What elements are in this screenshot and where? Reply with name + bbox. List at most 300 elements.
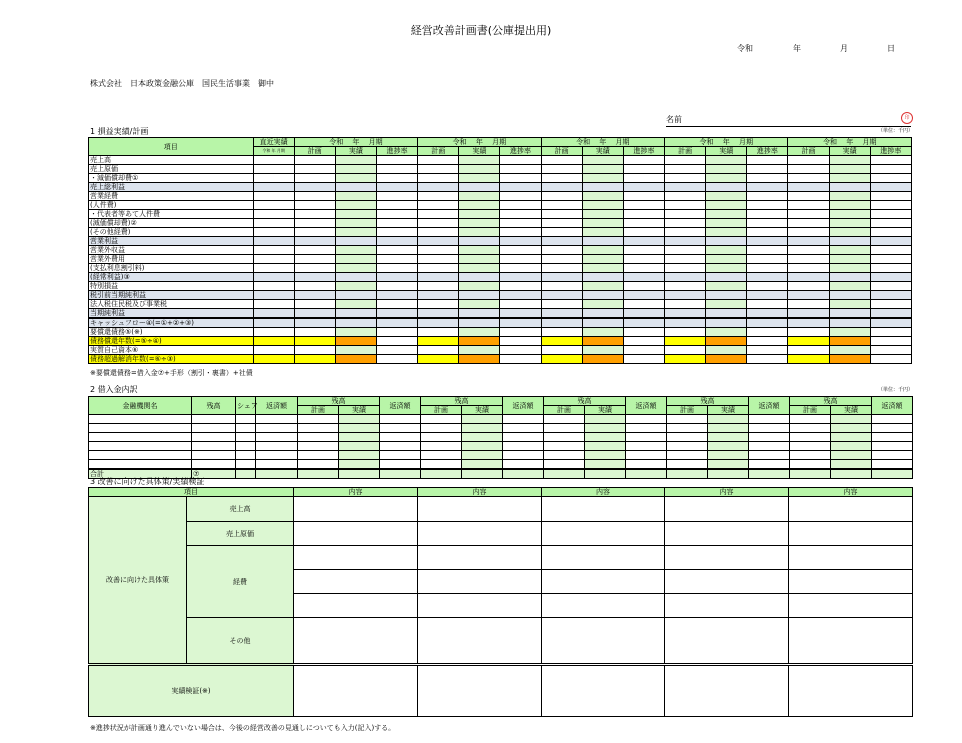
content-cell[interactable] xyxy=(294,522,418,546)
recent-cell[interactable] xyxy=(253,219,294,228)
plan-cell[interactable] xyxy=(294,328,335,337)
actual-cell[interactable] xyxy=(706,174,747,183)
progress-cell[interactable] xyxy=(747,183,788,192)
plan-cell[interactable] xyxy=(541,228,582,237)
plan-cell[interactable] xyxy=(665,210,706,219)
actual-cell[interactable] xyxy=(335,328,376,337)
progress-cell[interactable] xyxy=(500,337,541,346)
plan-cell[interactable] xyxy=(790,442,831,451)
actual-cell[interactable] xyxy=(335,273,376,282)
content-cell[interactable] xyxy=(294,618,418,665)
loan-cell[interactable] xyxy=(89,460,192,469)
recent-cell[interactable] xyxy=(253,201,294,210)
plan-cell[interactable] xyxy=(541,273,582,282)
progress-cell[interactable] xyxy=(500,355,541,364)
progress-cell[interactable] xyxy=(870,337,911,346)
progress-cell[interactable] xyxy=(747,291,788,300)
plan-cell[interactable] xyxy=(418,328,459,337)
progress-cell[interactable] xyxy=(500,210,541,219)
recent-cell[interactable] xyxy=(253,174,294,183)
loan-cell[interactable] xyxy=(236,451,256,460)
content-cell[interactable] xyxy=(542,594,665,618)
plan-cell[interactable] xyxy=(294,255,335,264)
actual-cell[interactable] xyxy=(829,165,870,174)
actual-cell[interactable] xyxy=(459,219,500,228)
actual-cell[interactable] xyxy=(706,346,747,355)
actual-cell[interactable] xyxy=(829,183,870,192)
progress-cell[interactable] xyxy=(377,300,418,309)
plan-cell[interactable] xyxy=(418,255,459,264)
plan-cell[interactable] xyxy=(418,282,459,291)
content-cell[interactable] xyxy=(294,546,418,570)
actual-cell[interactable] xyxy=(829,219,870,228)
recent-cell[interactable] xyxy=(253,318,294,328)
progress-cell[interactable] xyxy=(500,291,541,300)
loan-cell[interactable] xyxy=(192,415,236,424)
plan-cell[interactable] xyxy=(790,424,831,433)
actual-cell[interactable] xyxy=(706,192,747,201)
plan-cell[interactable] xyxy=(294,309,335,319)
content-cell[interactable] xyxy=(294,570,418,594)
plan-cell[interactable] xyxy=(418,273,459,282)
plan-cell[interactable] xyxy=(421,442,462,451)
actual-cell[interactable] xyxy=(829,300,870,309)
plan-cell[interactable] xyxy=(541,156,582,165)
actual-cell[interactable] xyxy=(582,246,623,255)
plan-cell[interactable] xyxy=(788,165,829,174)
repay-cell[interactable] xyxy=(380,433,421,442)
progress-cell[interactable] xyxy=(747,219,788,228)
actual-cell[interactable] xyxy=(831,451,872,460)
plan-cell[interactable] xyxy=(541,165,582,174)
progress-cell[interactable] xyxy=(623,291,664,300)
plan-cell[interactable] xyxy=(418,174,459,183)
actual-cell[interactable] xyxy=(706,183,747,192)
actual-cell[interactable] xyxy=(459,300,500,309)
progress-cell[interactable] xyxy=(500,300,541,309)
repay-cell[interactable] xyxy=(872,433,913,442)
actual-cell[interactable] xyxy=(335,237,376,246)
actual-cell[interactable] xyxy=(706,309,747,319)
actual-cell[interactable] xyxy=(582,201,623,210)
repay-cell[interactable] xyxy=(626,451,667,460)
recent-cell[interactable] xyxy=(253,264,294,273)
actual-cell[interactable] xyxy=(582,192,623,201)
progress-cell[interactable] xyxy=(747,255,788,264)
actual-cell[interactable] xyxy=(582,291,623,300)
actual-cell[interactable] xyxy=(459,156,500,165)
plan-cell[interactable] xyxy=(294,346,335,355)
plan-cell[interactable] xyxy=(418,237,459,246)
plan-cell[interactable] xyxy=(294,300,335,309)
actual-cell[interactable] xyxy=(706,165,747,174)
actual-cell[interactable] xyxy=(829,291,870,300)
progress-cell[interactable] xyxy=(623,156,664,165)
actual-cell[interactable] xyxy=(829,309,870,319)
actual-cell[interactable] xyxy=(706,255,747,264)
plan-cell[interactable] xyxy=(418,337,459,346)
progress-cell[interactable] xyxy=(377,237,418,246)
progress-cell[interactable] xyxy=(747,355,788,364)
progress-cell[interactable] xyxy=(747,337,788,346)
progress-cell[interactable] xyxy=(623,318,664,328)
actual-cell[interactable] xyxy=(585,460,626,469)
plan-cell[interactable] xyxy=(541,309,582,319)
loan-cell[interactable] xyxy=(256,460,298,469)
plan-cell[interactable] xyxy=(541,192,582,201)
loan-cell[interactable] xyxy=(256,424,298,433)
actual-cell[interactable] xyxy=(708,442,749,451)
progress-cell[interactable] xyxy=(377,264,418,273)
actual-cell[interactable] xyxy=(335,174,376,183)
progress-cell[interactable] xyxy=(623,174,664,183)
actual-cell[interactable] xyxy=(459,355,500,364)
recent-cell[interactable] xyxy=(253,210,294,219)
plan-cell[interactable] xyxy=(418,192,459,201)
actual-cell[interactable] xyxy=(708,433,749,442)
recent-cell[interactable] xyxy=(253,337,294,346)
actual-cell[interactable] xyxy=(459,328,500,337)
repay-cell[interactable] xyxy=(380,415,421,424)
actual-cell[interactable] xyxy=(339,415,380,424)
plan-cell[interactable] xyxy=(541,318,582,328)
progress-cell[interactable] xyxy=(747,165,788,174)
verify-cell[interactable] xyxy=(418,665,542,717)
progress-cell[interactable] xyxy=(747,228,788,237)
actual-cell[interactable] xyxy=(829,156,870,165)
progress-cell[interactable] xyxy=(500,346,541,355)
plan-cell[interactable] xyxy=(788,201,829,210)
actual-cell[interactable] xyxy=(829,210,870,219)
plan-cell[interactable] xyxy=(665,183,706,192)
content-cell[interactable] xyxy=(789,570,913,594)
progress-cell[interactable] xyxy=(623,346,664,355)
plan-cell[interactable] xyxy=(294,165,335,174)
plan-cell[interactable] xyxy=(418,210,459,219)
progress-cell[interactable] xyxy=(500,328,541,337)
repay-cell[interactable] xyxy=(872,460,913,469)
plan-cell[interactable] xyxy=(788,192,829,201)
progress-cell[interactable] xyxy=(500,282,541,291)
actual-cell[interactable] xyxy=(339,433,380,442)
progress-cell[interactable] xyxy=(623,165,664,174)
progress-cell[interactable] xyxy=(500,165,541,174)
plan-cell[interactable] xyxy=(544,460,585,469)
loan-cell[interactable] xyxy=(236,442,256,451)
actual-cell[interactable] xyxy=(459,165,500,174)
plan-cell[interactable] xyxy=(541,282,582,291)
progress-cell[interactable] xyxy=(377,273,418,282)
plan-cell[interactable] xyxy=(418,264,459,273)
repay-cell[interactable] xyxy=(503,415,544,424)
loan-cell[interactable] xyxy=(89,424,192,433)
progress-cell[interactable] xyxy=(747,300,788,309)
progress-cell[interactable] xyxy=(870,264,911,273)
progress-cell[interactable] xyxy=(870,228,911,237)
actual-cell[interactable] xyxy=(339,451,380,460)
actual-cell[interactable] xyxy=(335,300,376,309)
content-cell[interactable] xyxy=(542,522,665,546)
actual-cell[interactable] xyxy=(459,273,500,282)
actual-cell[interactable] xyxy=(831,415,872,424)
actual-cell[interactable] xyxy=(706,291,747,300)
plan-cell[interactable] xyxy=(418,228,459,237)
actual-cell[interactable] xyxy=(582,228,623,237)
plan-cell[interactable] xyxy=(541,255,582,264)
plan-cell[interactable] xyxy=(294,246,335,255)
content-cell[interactable] xyxy=(418,522,542,546)
progress-cell[interactable] xyxy=(747,192,788,201)
actual-cell[interactable] xyxy=(459,337,500,346)
plan-cell[interactable] xyxy=(788,237,829,246)
actual-cell[interactable] xyxy=(708,451,749,460)
recent-cell[interactable] xyxy=(253,282,294,291)
actual-cell[interactable] xyxy=(335,219,376,228)
plan-cell[interactable] xyxy=(667,442,708,451)
plan-cell[interactable] xyxy=(294,264,335,273)
plan-cell[interactable] xyxy=(665,219,706,228)
progress-cell[interactable] xyxy=(500,183,541,192)
loan-cell[interactable] xyxy=(192,433,236,442)
actual-cell[interactable] xyxy=(335,228,376,237)
actual-cell[interactable] xyxy=(585,442,626,451)
plan-cell[interactable] xyxy=(665,165,706,174)
loan-cell[interactable] xyxy=(256,451,298,460)
content-cell[interactable] xyxy=(665,546,789,570)
plan-cell[interactable] xyxy=(541,355,582,364)
actual-cell[interactable] xyxy=(706,228,747,237)
recent-cell[interactable] xyxy=(253,355,294,364)
progress-cell[interactable] xyxy=(500,201,541,210)
progress-cell[interactable] xyxy=(500,246,541,255)
progress-cell[interactable] xyxy=(500,273,541,282)
actual-cell[interactable] xyxy=(335,183,376,192)
progress-cell[interactable] xyxy=(870,291,911,300)
actual-cell[interactable] xyxy=(831,424,872,433)
progress-cell[interactable] xyxy=(870,255,911,264)
actual-cell[interactable] xyxy=(462,460,503,469)
plan-cell[interactable] xyxy=(788,156,829,165)
content-cell[interactable] xyxy=(789,546,913,570)
plan-cell[interactable] xyxy=(665,346,706,355)
actual-cell[interactable] xyxy=(335,355,376,364)
progress-cell[interactable] xyxy=(747,273,788,282)
plan-cell[interactable] xyxy=(790,460,831,469)
content-cell[interactable] xyxy=(542,618,665,665)
recent-cell[interactable] xyxy=(253,309,294,319)
plan-cell[interactable] xyxy=(665,328,706,337)
actual-cell[interactable] xyxy=(459,228,500,237)
plan-cell[interactable] xyxy=(788,328,829,337)
progress-cell[interactable] xyxy=(500,264,541,273)
plan-cell[interactable] xyxy=(665,192,706,201)
plan-cell[interactable] xyxy=(544,442,585,451)
loan-cell[interactable] xyxy=(236,460,256,469)
actual-cell[interactable] xyxy=(459,255,500,264)
progress-cell[interactable] xyxy=(377,174,418,183)
actual-cell[interactable] xyxy=(335,192,376,201)
plan-cell[interactable] xyxy=(421,433,462,442)
progress-cell[interactable] xyxy=(623,328,664,337)
progress-cell[interactable] xyxy=(623,246,664,255)
actual-cell[interactable] xyxy=(585,424,626,433)
plan-cell[interactable] xyxy=(665,156,706,165)
progress-cell[interactable] xyxy=(377,282,418,291)
plan-cell[interactable] xyxy=(294,174,335,183)
plan-cell[interactable] xyxy=(298,424,339,433)
repay-cell[interactable] xyxy=(626,415,667,424)
repay-cell[interactable] xyxy=(503,433,544,442)
repay-cell[interactable] xyxy=(872,451,913,460)
plan-cell[interactable] xyxy=(665,355,706,364)
plan-cell[interactable] xyxy=(790,415,831,424)
actual-cell[interactable] xyxy=(829,174,870,183)
plan-cell[interactable] xyxy=(665,291,706,300)
actual-cell[interactable] xyxy=(582,237,623,246)
plan-cell[interactable] xyxy=(418,346,459,355)
progress-cell[interactable] xyxy=(870,201,911,210)
actual-cell[interactable] xyxy=(585,415,626,424)
actual-cell[interactable] xyxy=(829,282,870,291)
loan-cell[interactable] xyxy=(192,460,236,469)
content-cell[interactable] xyxy=(542,497,665,522)
progress-cell[interactable] xyxy=(870,328,911,337)
progress-cell[interactable] xyxy=(623,228,664,237)
plan-cell[interactable] xyxy=(294,210,335,219)
plan-cell[interactable] xyxy=(541,201,582,210)
progress-cell[interactable] xyxy=(870,210,911,219)
content-cell[interactable] xyxy=(665,570,789,594)
actual-cell[interactable] xyxy=(459,183,500,192)
repay-cell[interactable] xyxy=(872,424,913,433)
repay-cell[interactable] xyxy=(380,424,421,433)
actual-cell[interactable] xyxy=(829,346,870,355)
progress-cell[interactable] xyxy=(870,273,911,282)
progress-cell[interactable] xyxy=(623,264,664,273)
progress-cell[interactable] xyxy=(377,355,418,364)
plan-cell[interactable] xyxy=(665,264,706,273)
plan-cell[interactable] xyxy=(294,355,335,364)
progress-cell[interactable] xyxy=(623,300,664,309)
repay-cell[interactable] xyxy=(380,442,421,451)
progress-cell[interactable] xyxy=(377,219,418,228)
actual-cell[interactable] xyxy=(582,183,623,192)
recent-cell[interactable] xyxy=(253,156,294,165)
content-cell[interactable] xyxy=(789,522,913,546)
loan-cell[interactable] xyxy=(89,415,192,424)
content-cell[interactable] xyxy=(294,497,418,522)
content-cell[interactable] xyxy=(418,497,542,522)
progress-cell[interactable] xyxy=(623,337,664,346)
actual-cell[interactable] xyxy=(829,246,870,255)
plan-cell[interactable] xyxy=(418,355,459,364)
content-cell[interactable] xyxy=(294,594,418,618)
progress-cell[interactable] xyxy=(747,264,788,273)
loan-cell[interactable] xyxy=(89,442,192,451)
progress-cell[interactable] xyxy=(377,156,418,165)
actual-cell[interactable] xyxy=(335,291,376,300)
actual-cell[interactable] xyxy=(335,318,376,328)
repay-cell[interactable] xyxy=(503,424,544,433)
actual-cell[interactable] xyxy=(459,346,500,355)
content-cell[interactable] xyxy=(665,618,789,665)
plan-cell[interactable] xyxy=(294,183,335,192)
loan-cell[interactable] xyxy=(256,442,298,451)
repay-cell[interactable] xyxy=(749,451,790,460)
repay-cell[interactable] xyxy=(380,460,421,469)
progress-cell[interactable] xyxy=(500,237,541,246)
repay-cell[interactable] xyxy=(749,442,790,451)
plan-cell[interactable] xyxy=(421,415,462,424)
repay-cell[interactable] xyxy=(380,451,421,460)
plan-cell[interactable] xyxy=(790,433,831,442)
actual-cell[interactable] xyxy=(459,210,500,219)
plan-cell[interactable] xyxy=(788,255,829,264)
plan-cell[interactable] xyxy=(667,451,708,460)
plan-cell[interactable] xyxy=(294,156,335,165)
plan-cell[interactable] xyxy=(665,337,706,346)
loan-cell[interactable] xyxy=(256,433,298,442)
plan-cell[interactable] xyxy=(665,309,706,319)
plan-cell[interactable] xyxy=(544,424,585,433)
actual-cell[interactable] xyxy=(339,442,380,451)
plan-cell[interactable] xyxy=(665,255,706,264)
progress-cell[interactable] xyxy=(623,192,664,201)
repay-cell[interactable] xyxy=(749,460,790,469)
actual-cell[interactable] xyxy=(829,201,870,210)
plan-cell[interactable] xyxy=(788,174,829,183)
plan-cell[interactable] xyxy=(788,355,829,364)
progress-cell[interactable] xyxy=(870,192,911,201)
plan-cell[interactable] xyxy=(298,433,339,442)
actual-cell[interactable] xyxy=(582,318,623,328)
recent-cell[interactable] xyxy=(253,300,294,309)
plan-cell[interactable] xyxy=(790,451,831,460)
progress-cell[interactable] xyxy=(870,282,911,291)
plan-cell[interactable] xyxy=(788,219,829,228)
plan-cell[interactable] xyxy=(418,291,459,300)
progress-cell[interactable] xyxy=(377,291,418,300)
progress-cell[interactable] xyxy=(623,255,664,264)
progress-cell[interactable] xyxy=(377,183,418,192)
content-cell[interactable] xyxy=(665,594,789,618)
recent-cell[interactable] xyxy=(253,192,294,201)
plan-cell[interactable] xyxy=(294,237,335,246)
plan-cell[interactable] xyxy=(544,451,585,460)
actual-cell[interactable] xyxy=(582,355,623,364)
actual-cell[interactable] xyxy=(706,156,747,165)
actual-cell[interactable] xyxy=(708,424,749,433)
actual-cell[interactable] xyxy=(706,273,747,282)
plan-cell[interactable] xyxy=(665,174,706,183)
repay-cell[interactable] xyxy=(503,442,544,451)
plan-cell[interactable] xyxy=(788,337,829,346)
actual-cell[interactable] xyxy=(706,282,747,291)
plan-cell[interactable] xyxy=(667,433,708,442)
plan-cell[interactable] xyxy=(541,328,582,337)
actual-cell[interactable] xyxy=(585,451,626,460)
repay-cell[interactable] xyxy=(503,460,544,469)
plan-cell[interactable] xyxy=(788,273,829,282)
loan-cell[interactable] xyxy=(89,451,192,460)
actual-cell[interactable] xyxy=(829,237,870,246)
repay-cell[interactable] xyxy=(749,415,790,424)
plan-cell[interactable] xyxy=(788,210,829,219)
actual-cell[interactable] xyxy=(706,264,747,273)
actual-cell[interactable] xyxy=(335,255,376,264)
loan-cell[interactable] xyxy=(192,442,236,451)
recent-cell[interactable] xyxy=(253,237,294,246)
